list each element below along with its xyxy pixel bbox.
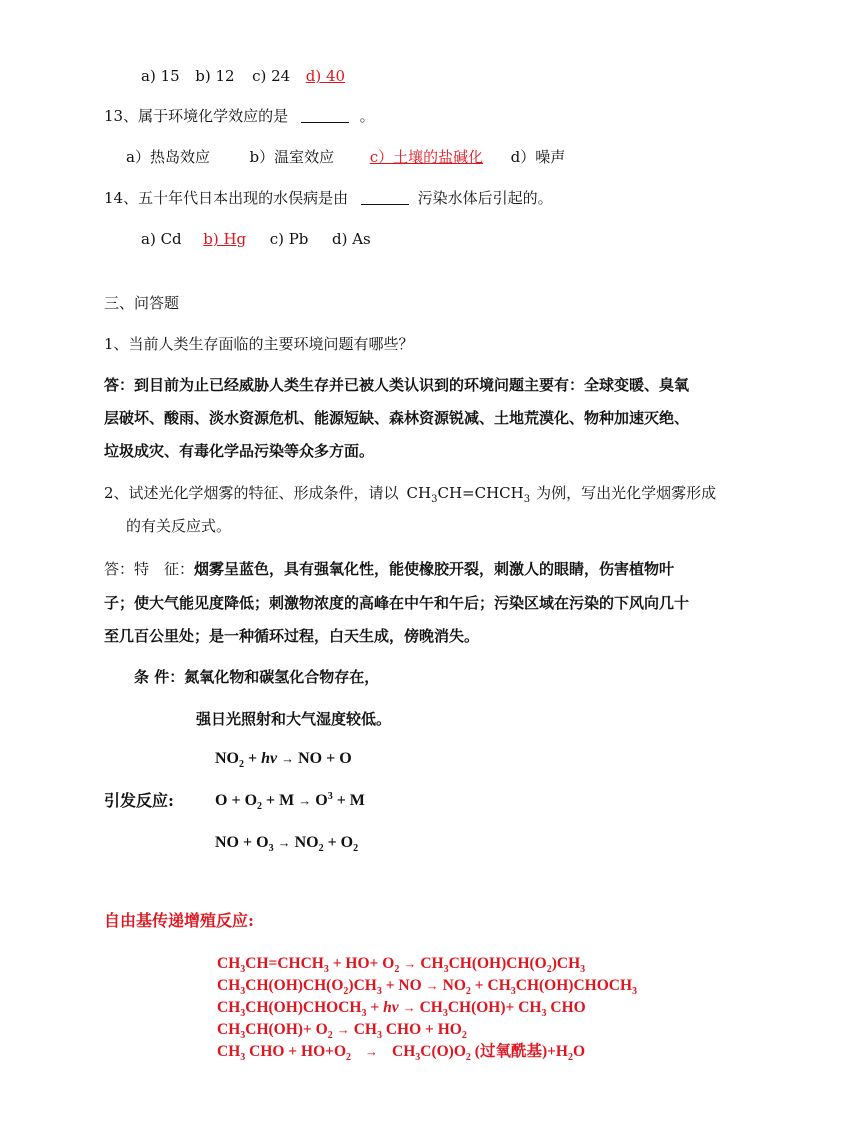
q13-option-d: d）噪声 — [510, 148, 566, 166]
propagation-eq-5: $CH_3$ CHO + $HO+O_2 \to CH_3C(O)O_2$ (过氧酰基)$+H_2O$ — [217, 1043, 586, 1063]
arrow-icon: → — [402, 1000, 416, 1015]
q14-tail: 污染水体后引起的。 — [417, 189, 553, 207]
qa1-answer-line-3: 垃圾成灾、有毒化学品污染等众多方面。 — [104, 442, 375, 460]
q13-option-b: b）温室效应 — [249, 148, 335, 166]
qa1-question: 1、当前人类生存面临的主要环境问题有哪些？ — [104, 335, 414, 353]
qa2-question-line-2: 的有关反应式。 — [126, 517, 232, 535]
qa2-answer-line-2: 子；使大气能见度降低；刺激物浓度的高峰在中午和午后；污染区域在污染的下风向几十 — [104, 594, 690, 612]
qa2-answer-line-3: 至几百公里处；是一种循环过程，白天生成，傍晚消失。 — [104, 627, 480, 645]
qa2-answer-label: 答：特 征： — [104, 560, 195, 578]
qa1-answer-line-2: 层破坏、酸雨、淡水资源危机、能源短缺、森林资源锐减、土地荒漠化、物种加速灭绝、 — [104, 409, 690, 427]
initiation-eq-2: $O + O_2 + M \to O^3 + M$ — [215, 791, 365, 812]
qa2-question-pre: 2、试述光化学烟雾的特征、形成条件，请以 — [104, 484, 399, 502]
initiation-eq-1: $NO_2$ + hv → NO + O — [215, 750, 352, 770]
arrow-icon: → — [281, 751, 295, 766]
qa2-question-line-1 — [104, 483, 716, 503]
arrow-icon: → — [403, 956, 417, 971]
qa2-answer-line-1 — [104, 559, 674, 579]
q14-option-d: d) As — [331, 230, 371, 248]
q14-stem: 14、五十年代日本出现的水俣病是由 — [104, 189, 349, 207]
q13-tail: 。 — [359, 107, 375, 125]
q13-options — [126, 147, 565, 167]
arrow-icon: → — [425, 978, 439, 993]
arrow-icon: → — [365, 1044, 379, 1059]
qa2-condition-line-2: 强日光照射和大气湿度较低。 — [196, 710, 392, 728]
qa2-formula: $CH_3CH=CHCH_3$ — [406, 484, 531, 505]
q14-option-b-answer: b) Hg — [203, 230, 247, 248]
propagation-eq-4: $CH_3CH(OH)+ O_2 \to CH_3$ CHO + $HO_2$ — [217, 1021, 467, 1041]
initiation-eq-3: NO + $O_3 \to NO_2 + O_2$ — [215, 834, 359, 854]
q13-stem: 13、属于环境化学效应的是 — [104, 107, 289, 125]
arrow-icon: → — [336, 1022, 350, 1037]
qa2-question-post: 为例，写出光化学烟雾形成 — [536, 484, 717, 502]
q13-question — [104, 106, 375, 126]
q12-option-a: a) 15 — [141, 67, 180, 85]
q12-option-c: c) 24 — [252, 67, 291, 85]
propagation-eq-3: $CH_3CH(OH)CHOCH_3$ + hv → $CH_3CH(OH)+ CH_3$ CHO — [217, 999, 586, 1019]
q14-options — [141, 229, 371, 249]
qa2-condition-line-1: 条 件：氮氧化物和碳氢化合物存在， — [134, 668, 380, 686]
qa1-answer-line-1: 答：到目前为止已经威胁人类生存并已被人类认识到的环境问题主要有：全球变暖、臭氧 — [104, 376, 690, 394]
q14-option-c: c) Pb — [269, 230, 309, 248]
propagation-eq-2: $CH_3CH(OH)CH(O_2)CH_3$ + NO → $NO_2$ + $CH_3CH(OH)CHOCH_3$ — [217, 977, 638, 997]
section-title: 三、问答题 — [104, 294, 180, 312]
arrow-icon: → — [277, 835, 291, 850]
q12-option-d-answer: d) 40 — [305, 67, 346, 85]
q14-blank — [361, 190, 409, 205]
q12-option-b: b) 12 — [195, 67, 235, 85]
q13-option-a: a）热岛效应 — [126, 148, 210, 166]
arrow-icon: → — [298, 793, 312, 808]
q12-options — [141, 66, 345, 86]
q14-option-a: a) Cd — [141, 230, 182, 248]
q14-question — [104, 188, 553, 208]
qa2-answer-text-1: 烟雾呈蓝色，具有强氧化性，能使橡胶开裂，刺激人的眼睛，伤害植物叶 — [194, 560, 675, 578]
q13-blank — [301, 108, 349, 123]
propagation-eq-1: $CH_3CH=CHCH_3 + HO+ O_2 \to CH_3CH(OH)CH(O_2)CH_3$ — [217, 955, 586, 975]
initiation-label: 引发反应: — [104, 791, 174, 810]
propagation-label: 自由基传递增殖反应: — [104, 911, 254, 930]
q13-option-c-answer: c）土壤的盐碱化 — [369, 148, 484, 166]
